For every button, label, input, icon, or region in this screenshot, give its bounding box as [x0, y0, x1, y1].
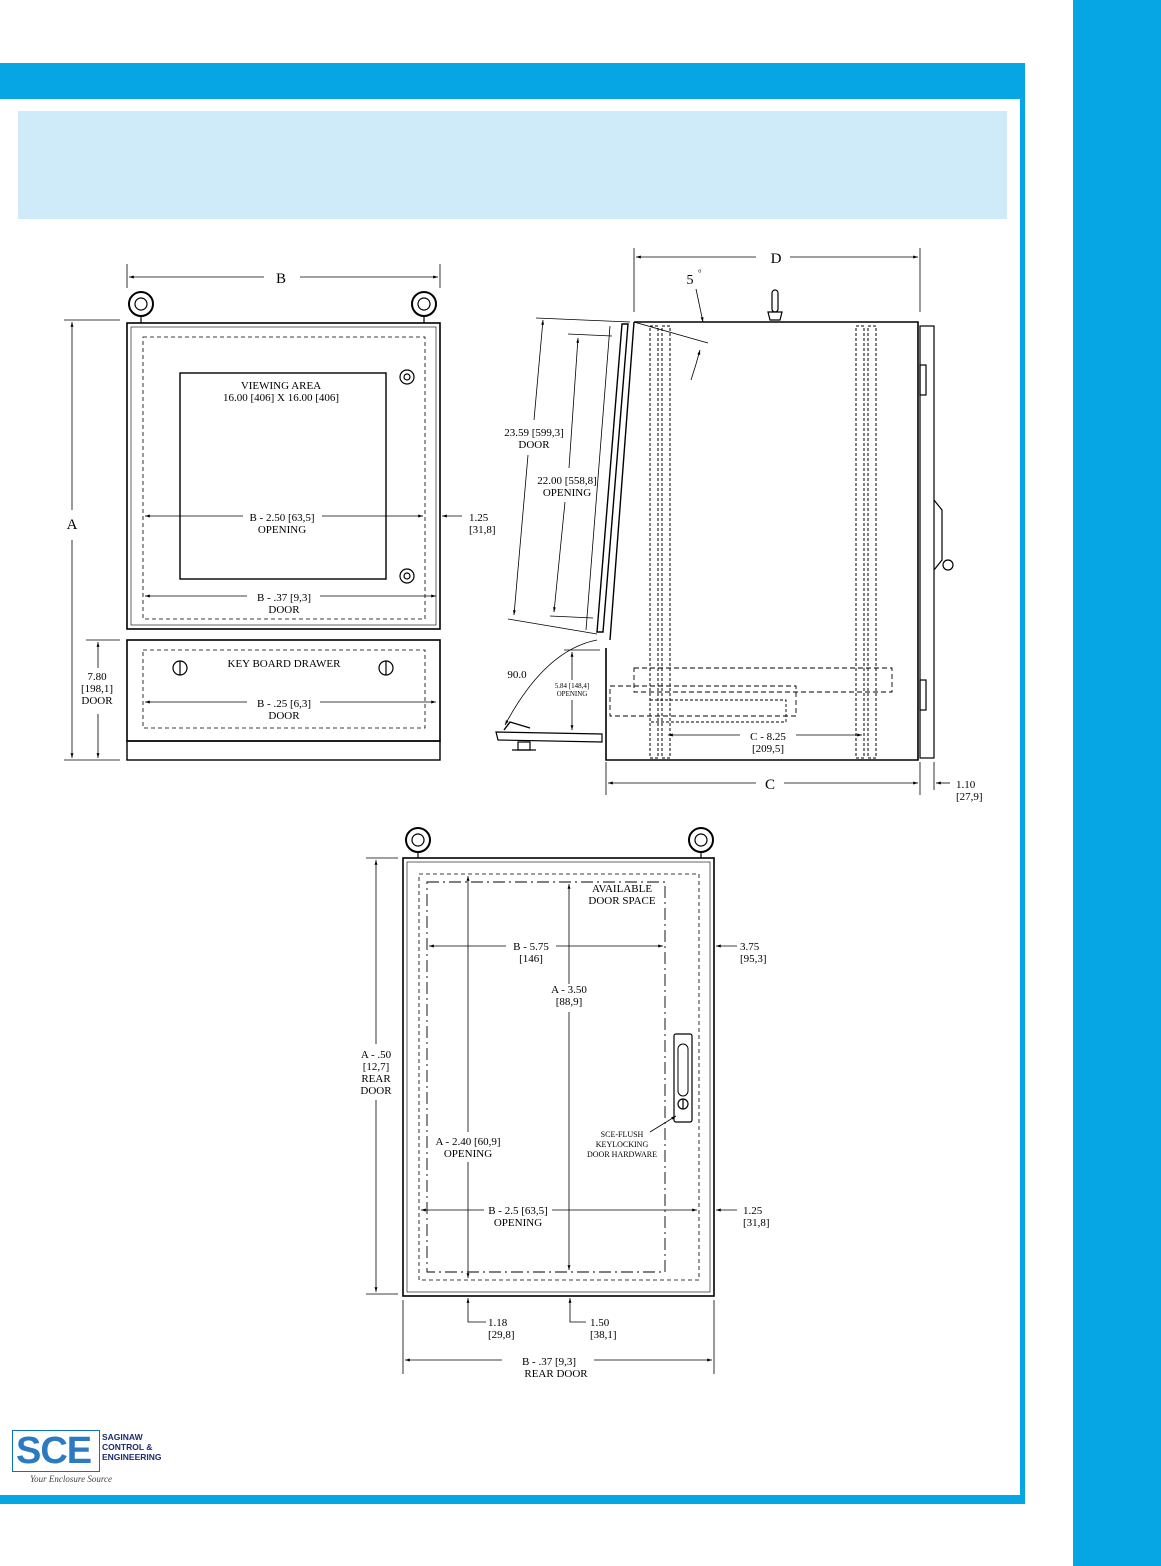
rear-right-offset2-mm: [31,8]	[743, 1217, 770, 1229]
logo-mark: SCE	[16, 1430, 92, 1472]
hardware-line2: KEYLOCKING	[595, 1140, 649, 1149]
available-line2: DOOR SPACE	[588, 895, 656, 907]
viewing-area-title: VIEWING AREA	[240, 380, 322, 392]
knob-icon	[512, 742, 536, 750]
door-dim: B - .37 [9,3]	[256, 592, 312, 604]
rear-door-w-dim: B - .37 [9,3]	[521, 1356, 577, 1368]
rear-right-offset-mm: [95,3]	[740, 953, 767, 965]
eye-bolt-icon	[406, 828, 430, 858]
rear-height-dim: A - 3.50	[551, 984, 587, 996]
rail-dim-mm: [209,5]	[751, 743, 785, 755]
viewing-area-size: 16.00 [406] X 16.00 [406]	[222, 392, 340, 404]
logo-tagline: Your Enclosure Source	[30, 1474, 112, 1484]
eye-bolt-icon	[129, 292, 153, 323]
rear-view-labels	[360, 883, 769, 1380]
opening-word: OPENING	[257, 524, 307, 536]
lock-icon	[943, 560, 953, 570]
side-opening-word: OPENING	[542, 487, 592, 499]
rear-door-h-4: DOOR	[360, 1085, 392, 1097]
side-offset: 1.25	[469, 512, 489, 524]
lock-icon	[400, 370, 414, 384]
side-door-word: DOOR	[518, 439, 550, 451]
bottom-offset-b: 1.50	[590, 1317, 610, 1329]
rear-opening-h-dim: A - 2.40 [60,9]	[435, 1136, 501, 1148]
degree-sign: °	[698, 268, 702, 278]
drawer-opening-word: OPENING	[556, 690, 588, 698]
dim-c-label: C	[764, 777, 776, 793]
dim-b-label: B	[275, 271, 287, 287]
angle-top-label: 5	[686, 273, 694, 288]
eye-bolt-icon	[768, 290, 782, 320]
bottom-offset-a: 1.18	[488, 1317, 508, 1329]
drawer-height-mm: [198,1]	[80, 683, 114, 695]
rear-width-dim-mm: [146]	[519, 953, 543, 965]
logo-name-line2: CONTROL &	[102, 1442, 153, 1452]
drawer-height-word: DOOR	[81, 695, 113, 707]
back-offset: 1.10	[956, 779, 976, 791]
lock-icon	[379, 661, 393, 675]
drawer-angle-label: 90.0	[507, 669, 527, 681]
drawer-opening-dim: 5.84 [148,4]	[554, 682, 590, 690]
rear-right-offset: 3.75	[740, 941, 760, 953]
drawer-label: KEY BOARD DRAWER	[227, 658, 341, 670]
eye-bolt-icon	[689, 828, 713, 858]
bottom-offset-b-mm: [38,1]	[590, 1329, 617, 1341]
lock-icon	[400, 569, 414, 583]
rear-door-h-1: A - .50	[360, 1049, 392, 1061]
rear-width-dim: B - 5.75	[513, 941, 549, 953]
eye-bolt-icon	[412, 292, 436, 323]
sce-logo	[10, 1430, 160, 1488]
hardware-line3: DOOR HARDWARE	[587, 1150, 657, 1159]
rear-door-h-3: REAR	[361, 1073, 391, 1085]
side-offset-mm: [31,8]	[469, 524, 496, 536]
side-view	[496, 248, 953, 795]
back-offset-mm: [27,9]	[956, 791, 983, 803]
logo-name-line1: SAGINAW	[102, 1432, 143, 1442]
dim-d-label: D	[770, 251, 782, 267]
rear-opening-w-dim: B - 2.5 [63,5]	[488, 1205, 548, 1217]
logo-name-line3: ENGINEERING	[102, 1452, 162, 1462]
rear-height-dim-mm: [88,9]	[555, 996, 583, 1008]
logo-company-name	[102, 1432, 162, 1462]
rear-view	[366, 828, 737, 1374]
side-door-dim: 23.59 [599,3]	[504, 427, 564, 439]
dim-a-label: A	[66, 517, 78, 533]
rear-opening-w-word: OPENING	[493, 1217, 543, 1229]
rear-door-h-2: [12,7]	[362, 1061, 390, 1073]
drawer-door-dim: B - .25 [6,3]	[256, 698, 312, 710]
logo-mark-box	[12, 1430, 100, 1472]
lock-icon	[173, 661, 187, 675]
available-line1: AVAILABLE	[591, 883, 653, 895]
opening-dim: B - 2.50 [63,5]	[249, 512, 315, 524]
door-word: DOOR	[268, 604, 300, 616]
drawer-door-word: DOOR	[268, 710, 300, 722]
drawer-height: 7.80	[87, 671, 107, 683]
side-view-labels	[504, 251, 982, 803]
side-opening-dim: 22.00 [558,8]	[537, 475, 597, 487]
rear-right-offset2: 1.25	[743, 1205, 763, 1217]
hardware-line1: SCE-FLUSH	[600, 1130, 644, 1139]
rail-dim: C - 8.25	[750, 731, 786, 743]
handle-icon	[674, 1034, 692, 1122]
bottom-offset-a-mm: [29,8]	[488, 1329, 515, 1341]
rear-door-w-word: REAR DOOR	[524, 1368, 588, 1380]
rear-opening-h-word: OPENING	[443, 1148, 493, 1160]
